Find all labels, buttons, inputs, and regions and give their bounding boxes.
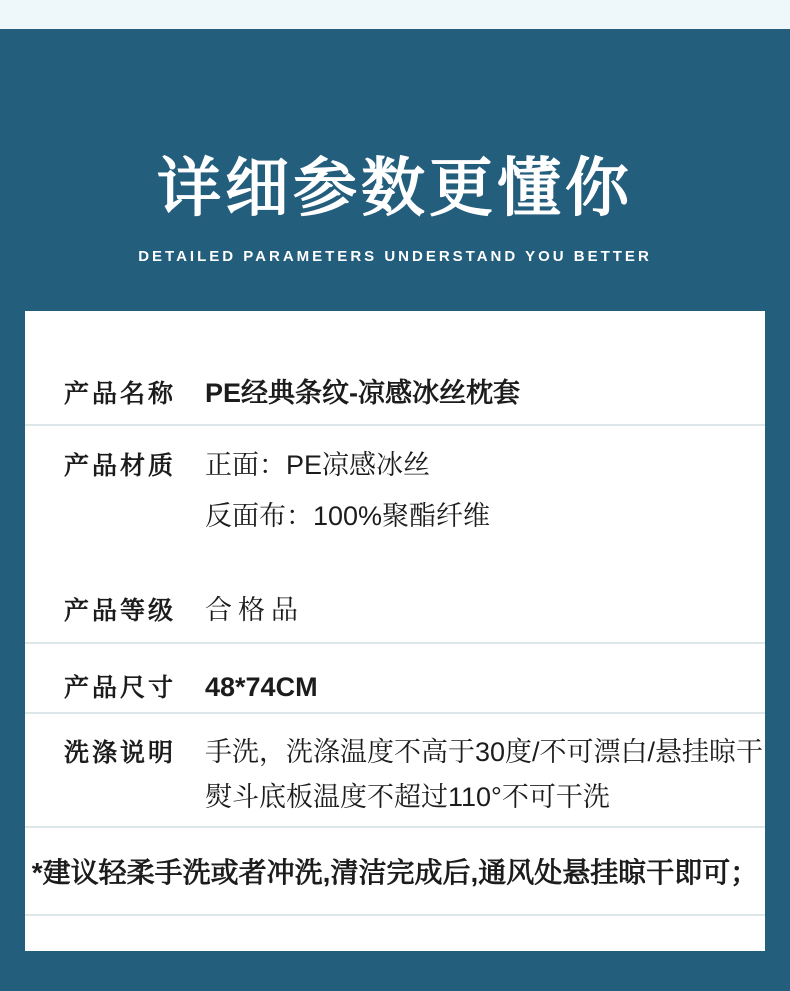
spec-value-material-back: 反面布：100%聚酯纤维: [205, 501, 491, 531]
care-note: *建议轻柔手洗或者冲洗,清洁完成后,通风处悬挂晾干即可；: [31, 857, 759, 888]
spec-label-grade: 产品等级: [64, 597, 177, 625]
top-strip: [0, 0, 790, 29]
spec-label-washing: 洗涤说明: [64, 739, 177, 767]
page-subtitle: DETAILED PARAMETERS UNDERSTAND YOU BETTER: [138, 248, 652, 265]
spec-row-note: [25, 828, 765, 916]
spec-card: [25, 311, 765, 951]
spec-line: [25, 783, 765, 811]
spec-line: [25, 673, 765, 702]
spec-label-material: 产品材质: [64, 452, 177, 480]
spec-value-product-name: PE经典条纹-凉感冰丝枕套: [205, 378, 521, 408]
spec-value-material-front: 正面：PE凉感冰丝: [205, 450, 431, 480]
spec-row-product-name: [25, 311, 765, 426]
spec-row-size: [25, 644, 765, 714]
spec-line: [25, 502, 765, 530]
spec-row-material-and-grade: [25, 426, 765, 644]
spec-line: [25, 379, 765, 408]
spec-line: [25, 738, 765, 767]
spec-value-size: 48*74CM: [205, 672, 318, 702]
spec-row-washing: [25, 714, 765, 828]
spec-label-product-name: 产品名称: [64, 380, 177, 408]
spec-line: [25, 451, 765, 480]
card-bottom-spacer: [25, 916, 765, 951]
spec-value-washing-line2: 熨斗底板温度不超过110°不可干洗: [205, 782, 610, 812]
page-title: 详细参数更懂你: [157, 152, 633, 224]
spec-value-washing-line1: 手洗，洗涤温度不高于30度/不可漂白/悬挂晾干: [205, 737, 764, 767]
hero-header: [0, 29, 790, 266]
spec-line: [25, 596, 765, 625]
spec-value-grade: 合格品: [205, 595, 304, 625]
spec-label-size: 产品尺寸: [64, 674, 177, 702]
